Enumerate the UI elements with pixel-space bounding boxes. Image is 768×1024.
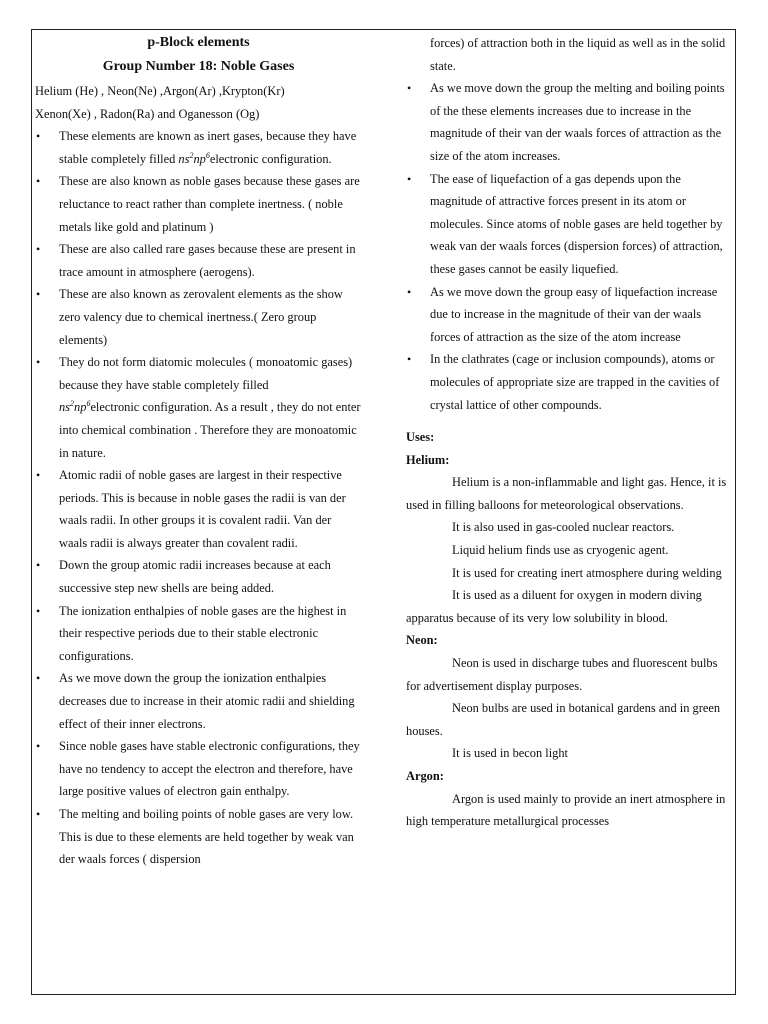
elements-line-2: Xenon(Xe) , Radon(Ra) and Oganesson (Og) <box>35 106 260 121</box>
config-formula: $ns^2np^6$ <box>178 150 210 166</box>
right-column <box>406 32 731 833</box>
list-item: • In the clathrates (cage or inclusion compounds), atoms or molecules of appropriate size are trapped in the cavities of crystal lattice of other compounds. <box>406 348 731 416</box>
page-subtitle: Group Number 18: Noble Gases <box>102 59 295 74</box>
argon-use-1: Argon is used mainly to provide an inert atmosphere in high temperature metallurgical processes <box>406 791 726 829</box>
list-item: • These are also known as zerovalent elements as the show zero valency due to chemical inertness.( Zero group elements) <box>35 283 362 351</box>
helium-use-3: Liquid helium finds use as cryogenic agent. <box>452 543 669 558</box>
argon-heading: Argon: <box>406 769 444 783</box>
list-item: • Down the group atomic radii increases because at each successive step new shells are being added. <box>35 554 362 599</box>
helium-use-1: Helium is a non-inflammable and light gas. Hence, it is used in filling balloons for meteorological observations. <box>406 475 727 512</box>
helium-use-4: It is used for creating inert atmosphere during welding <box>452 565 722 580</box>
left-column <box>35 32 362 871</box>
neon-use-2: Neon bulbs are used in botanical gardens and in green houses. <box>406 701 721 738</box>
list-item: • The ease of liquefaction of a gas depends upon the magnitude of attractive forces present in its atom or molecules. Since atoms of noble gases are held together by weak van der waals forces (dispersion forces) of attraction, these gases cannot be easily liquefied. <box>406 168 731 281</box>
helium-heading: Helium: <box>406 452 450 467</box>
neon-use-1: Neon is used in discharge tubes and fluorescent bulbs for advertisement display purposes. <box>406 656 718 693</box>
list-item: • As we move down the group the melting and boiling points of the these elements increases due to increase in the magnitude of their van der waals forces of attraction as the size of the atom increases. <box>406 77 731 167</box>
properties-list <box>35 125 362 871</box>
elements-line-1: Helium (He) , Neon(Ne) ,Argon(Ar) ,Krypton(Kr) <box>35 84 285 98</box>
list-item: • These are also called rare gases because these are present in trace amount in atmosphere (aerogens). <box>35 238 362 283</box>
list-item: • Atomic radii of noble gases are largest in their respective periods. This is because in noble gases the radii is van der waals radii. In other groups it is covalent radii. Van der waals radii is always greater than covalent radii. <box>35 464 362 554</box>
list-item: • The melting and boiling points of noble gases are very low. This is due to these elements are held together by weak van der waals forces ( dispersion <box>35 803 362 871</box>
list-item: • The ionization enthalpies of noble gases are the highest in their respective periods due to their stable electronic configurations. <box>35 600 362 668</box>
properties-list-continued <box>406 32 731 416</box>
helium-use-2: It is also used in gas-cooled nuclear reactors. <box>452 520 675 535</box>
neon-use-3: It is used in becon light <box>452 746 568 761</box>
page-title: p-Block elements <box>147 35 250 50</box>
list-item: • As we move down the group the ionization enthalpies decreases due to increase in their atomic radii and shielding effect of their inner electrons. <box>35 667 362 735</box>
list-item: • As we move down the group easy of liquefaction increase due to increase in the magnitude of their van der waals forces of attraction as the size of the atom increase <box>406 281 731 349</box>
list-item: • They do not form diatomic molecules ( monoatomic gases) because they have stable completely filled $ns^2np^6electronic$ configuration. As a result , they do not enter into chemical combination . Therefore they are monoatomic in nature. <box>35 351 362 464</box>
list-item: • Since noble gases have stable electronic configurations, they have no tendency to accept the electron and therefore, have large positive values of electron gain enthalpy. <box>35 735 362 803</box>
helium-use-5: It is used as a diluent for oxygen in modern diving apparatus because of its very low solubility in blood. <box>406 588 702 625</box>
neon-heading: Neon: <box>406 633 438 648</box>
list-item: • These are also known as noble gases because these gases are reluctance to react rather than complete inertness. ( noble metals like gold and platinum ) <box>35 170 362 238</box>
list-item-continuation: forces) of attraction both in the liquid as well as in the solid state. <box>430 36 726 73</box>
list-item: • These elements are known as inert gases, because they have stable completely filled $ns^2np^6electronic$ configuration. <box>35 125 362 170</box>
config-formula: $ns^2np^6$ <box>59 399 91 415</box>
uses-heading: Uses: <box>406 430 435 445</box>
